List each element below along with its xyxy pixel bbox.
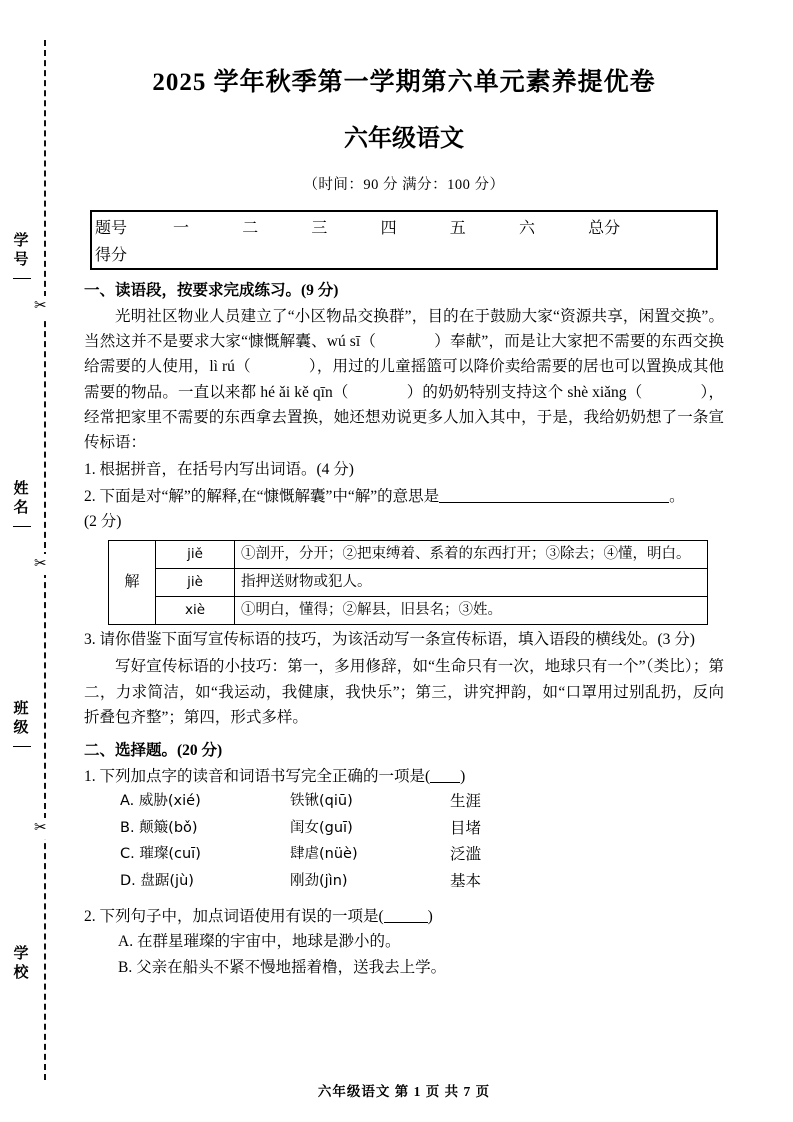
- question-2-2: [84, 904, 724, 929]
- question-text: 1. 下列加点字的读音和词语书写完全正确的一项是(: [84, 767, 431, 785]
- choice-option-c[interactable]: [120, 842, 724, 869]
- question-2-1: [84, 764, 724, 789]
- scissors-icon: ✂: [34, 818, 47, 839]
- passage-part: ）奉献”，而是让大家把不需要的东西交换给需要的人使用，lì rú（: [84, 333, 724, 376]
- choice-text: C. 璀璨(cuī): [120, 846, 201, 863]
- score-header-cell: 二: [242, 220, 259, 237]
- dictionary-table-jie: [108, 540, 708, 625]
- score-cell[interactable]: [310, 241, 377, 266]
- table-row: [109, 597, 708, 625]
- exam-meta: （时间：90 分 满分：100 分）: [303, 177, 505, 193]
- score-cell[interactable]: [587, 241, 714, 266]
- label-char: 号: [13, 251, 31, 268]
- question-text-end: ): [427, 907, 433, 925]
- write-rule: [13, 526, 31, 527]
- score-row-label: 得分: [95, 247, 128, 264]
- field-label-student-number: [8, 232, 36, 287]
- choice-text: 生涯: [450, 793, 482, 811]
- label-char: 名: [13, 499, 31, 516]
- question-text-end: 。: [669, 488, 685, 506]
- score-table: [90, 210, 718, 270]
- exam-paper-body: [84, 0, 724, 1122]
- score-header-cell: 三: [311, 220, 328, 237]
- answer-blank[interactable]: [384, 906, 428, 923]
- label-char: 级: [13, 719, 31, 736]
- dict-meaning: ①明白，懂得；②解县，旧县名；③姓。: [235, 597, 708, 625]
- question-1-3: 3. 请你借鉴下面写宣传标语的技巧，为该活动写一条宣传标语，填入语段的横线处。(3 分): [84, 631, 695, 649]
- choice-text: 肆虐(nüè): [290, 846, 358, 863]
- question-points: (2 分): [84, 513, 122, 531]
- table-row: [109, 569, 708, 597]
- choice-option-b[interactable]: B. 父亲在船头不紧不慢地摇着橹，送我去上学。: [118, 959, 447, 977]
- score-cell[interactable]: [380, 241, 447, 266]
- score-header-cell: 总分: [588, 220, 621, 237]
- table-row: [109, 541, 708, 569]
- scissors-icon: ✂: [34, 554, 47, 575]
- dict-pinyin: jiě: [156, 541, 235, 569]
- dict-meaning: 指押送财物或犯人。: [235, 569, 708, 597]
- passage-part: ），用过的儿童摇篮可以降价卖给需要的居也可以置换成其他需要的物品。一直以来都 hé ǎi kě qīn（: [84, 358, 724, 401]
- label-char: 学: [13, 946, 31, 962]
- score-header-cell: 六: [518, 220, 535, 237]
- score-cell[interactable]: [449, 241, 516, 266]
- choice-option-a[interactable]: [120, 789, 724, 816]
- page-footer: 六年级语文 第 1 页 共 7 页: [317, 1084, 491, 1099]
- dict-meaning: ①剖开，分开；②把束缚着、系着的东西打开；③除去；④懂，明白。: [235, 541, 708, 569]
- write-rule: [13, 746, 31, 747]
- choice-text: D. 盘踞(jù): [120, 873, 194, 890]
- label-char: 学: [13, 233, 31, 249]
- question-text-end: ): [460, 767, 466, 785]
- choice-text: 刚劲(jìn): [290, 873, 348, 890]
- score-header-cell: 四: [380, 220, 397, 237]
- score-cell[interactable]: [518, 241, 585, 266]
- dict-char-label: 解: [109, 541, 156, 625]
- question-1-1: 1. 根据拼音，在括号内写出词语。(4 分): [84, 460, 354, 478]
- section-heading-one: 一、读语段，按要求完成练习。(9 分): [84, 282, 339, 299]
- answer-blank[interactable]: [439, 487, 669, 504]
- choice-text: 基本: [450, 873, 482, 891]
- choice-text: 目堵: [450, 819, 482, 837]
- question-text: 2. 下列句子中，加点词语使用有误的一项是(: [84, 907, 384, 925]
- dict-pinyin: jiè: [156, 569, 235, 597]
- page-title: 2025 学年秋季第一学期第六单元素养提优卷: [152, 69, 656, 96]
- choice-text: 闺女(guī): [290, 819, 353, 836]
- score-cell[interactable]: [241, 241, 308, 266]
- scissors-icon: ✂: [34, 296, 47, 317]
- score-cell[interactable]: [172, 241, 239, 266]
- page-subtitle: 六年级语文: [344, 126, 464, 152]
- field-label-school: [8, 945, 36, 983]
- choice-text: A. 威胁(xié): [120, 793, 201, 810]
- choice-text: B. 颠簸(bǒ): [120, 819, 198, 836]
- table-row-header: [94, 214, 714, 239]
- write-rule: [13, 278, 31, 279]
- choice-text: 铁锹(qiū): [290, 793, 353, 810]
- label-char: 校: [13, 964, 31, 981]
- question-text: 2. 下面是对“解”的解释,在“慷慨解囊”中“解”的意思是: [84, 488, 440, 506]
- choice-option-d[interactable]: [120, 869, 724, 896]
- label-char: 姓: [13, 481, 31, 497]
- dict-pinyin: xiè: [156, 597, 235, 625]
- reading-passage: [84, 304, 724, 455]
- passage-part: 光明社区物业人员建立了“小区物品交换群”，目的在于鼓励大家“资源共享，闲置交换”。当然这并不是要求大家“慷慨解囊、wú sī（: [84, 308, 724, 351]
- field-label-class: [8, 700, 36, 755]
- binding-margin: [0, 0, 96, 1122]
- table-row-score: [94, 241, 714, 266]
- score-header-cell: 题号: [95, 220, 128, 237]
- choice-option-b[interactable]: [120, 816, 724, 843]
- question-1-2: [84, 484, 724, 534]
- field-label-name: [8, 480, 36, 535]
- choice-option-a[interactable]: A. 在群星璀璨的宇宙中，地球是渺小的。: [118, 932, 401, 950]
- question-1-3-tip: 写好宣传标语的小技巧：第一，多用修辞，如“生命只有一次，地球只有一个”（类比）；第二，力求简洁，如“我运动，我健康，我快乐”；第三，讲究押韵，如“口罩用过别乱扔，反向折叠包齐整”；第四，形式多样。: [84, 658, 724, 726]
- choice-text: 泛滥: [450, 846, 482, 864]
- passage-part: ），经常把家里不需要的东西拿去置换，她还想劝说更多人加入其中，于是，我给奶奶想了一条宣传标语：: [84, 383, 724, 451]
- answer-blank[interactable]: [430, 766, 460, 783]
- section-heading-two: 二、选择题。(20 分): [84, 741, 223, 759]
- passage-part: ）的奶奶特别支持这个 shè xiǎng（: [406, 383, 643, 401]
- score-header-cell: 一: [173, 220, 190, 237]
- label-char: 班: [13, 701, 31, 717]
- score-header-cell: 五: [449, 220, 466, 237]
